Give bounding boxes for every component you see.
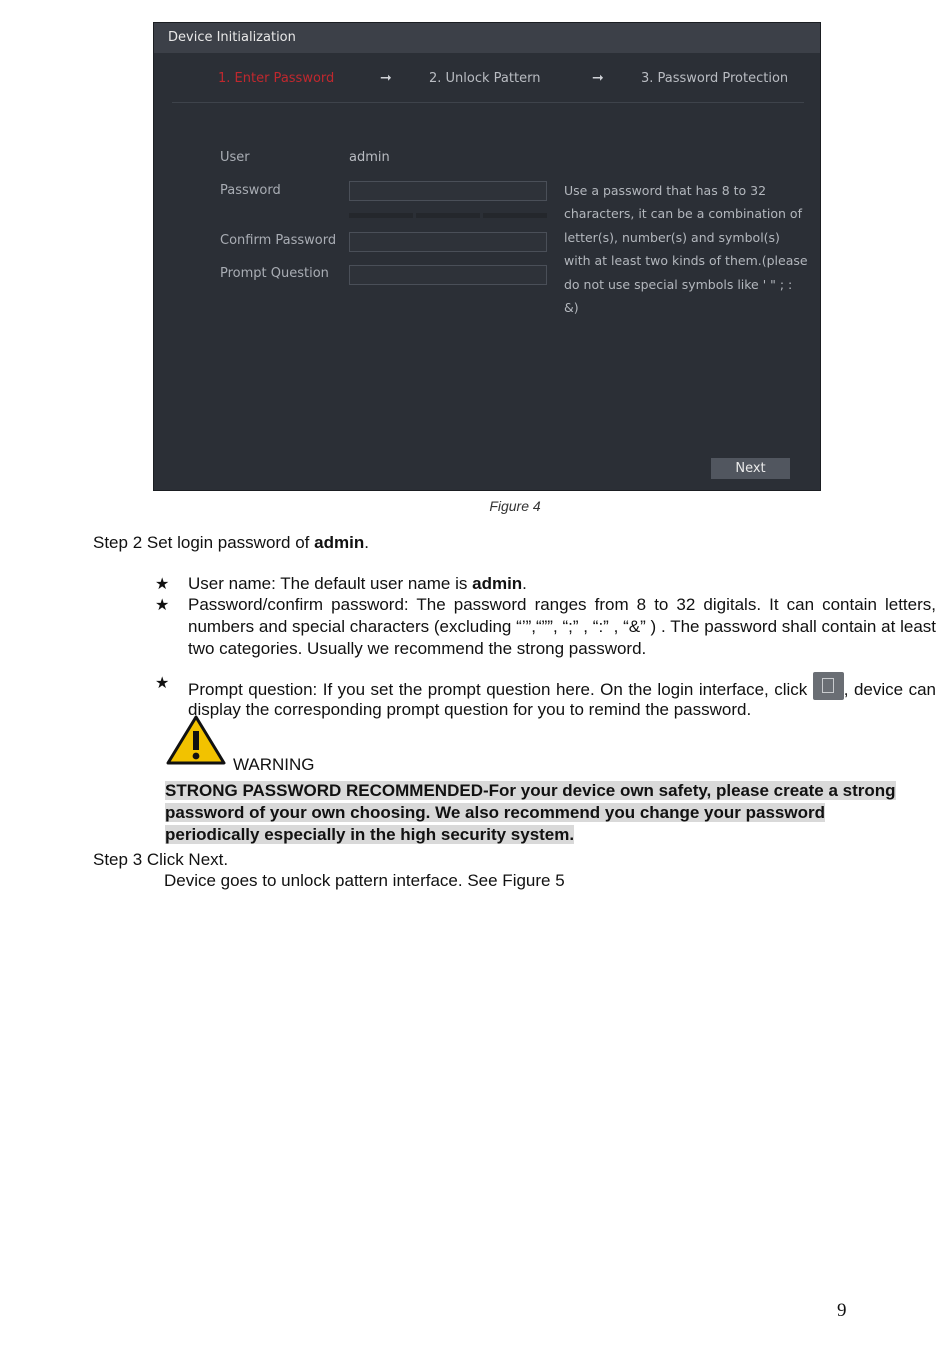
step2-heading: Step 2 Set login password of admin. (93, 533, 369, 552)
password-hint: Use a password that has 8 to 32 characters, it can be a combination of letter(s), number(s) and symbol(s) with at least two kinds of them.(please do not use special symbols like ' " ; : &) (564, 183, 808, 316)
steps-divider (172, 102, 804, 103)
star-bullet-icon: ★ (155, 576, 170, 593)
password-field[interactable] (349, 181, 547, 201)
arrow-right-icon: ➞ (380, 70, 392, 86)
user-label: User (220, 150, 250, 165)
warning-label: WARNING (233, 755, 315, 774)
step3-heading: Step 3 Click Next. (93, 850, 229, 869)
confirm-password-field[interactable] (349, 232, 547, 252)
prompt-question-icon (813, 672, 844, 700)
user-value: admin (349, 150, 390, 165)
confirm-password-label: Confirm Password (220, 233, 337, 248)
prompt-question-label: Prompt Question (220, 266, 329, 281)
bullet-password: Password/confirm password: The password ranges from 8 to 32 digitals. It can contain letters, numbers and special characters (excluding “’”,“””, “;” , “:” , “&” ) . The password shall contain at least two categories. Usually we recommend the strong password. (188, 595, 936, 658)
strength-bar-medium (416, 213, 480, 218)
figure-caption: Figure 4 (489, 498, 541, 514)
star-bullet-icon: ★ (155, 597, 170, 614)
step-password-protection: 3. Password Protection (641, 71, 789, 86)
device-init-dialog (153, 22, 821, 491)
wizard-steps (154, 71, 820, 91)
step-unlock-pattern: 2. Unlock Pattern (429, 71, 541, 86)
page-number: 9 (837, 1300, 847, 1321)
strength-bar-weak (349, 213, 413, 218)
dialog-title: Device Initialization (154, 23, 820, 53)
prompt-question-field[interactable] (349, 265, 547, 285)
step-enter-password: 1. Enter Password (218, 71, 335, 86)
star-bullet-icon: ★ (155, 675, 170, 692)
strong-password-warning: STRONG PASSWORD RECOMMENDED-For your device own safety, please create a strong password of your own choosing. We also recommend you change your password periodically especially in the high security system. (165, 781, 896, 844)
arrow-right-icon: ➞ (592, 70, 604, 86)
bullet-prompt-question: Prompt question: If you set the prompt question here. On the login interface, click , device can display the corresponding prompt question for you to remind the password. (188, 672, 936, 720)
password-label: Password (220, 183, 281, 198)
step3-detail: Device goes to unlock pattern interface. See Figure 5 (164, 871, 565, 890)
next-button[interactable]: Next (711, 458, 790, 479)
strength-bar-strong (483, 213, 547, 218)
bullet-username: User name: The default user name is admin. (188, 574, 527, 593)
warning-icon (165, 714, 227, 766)
